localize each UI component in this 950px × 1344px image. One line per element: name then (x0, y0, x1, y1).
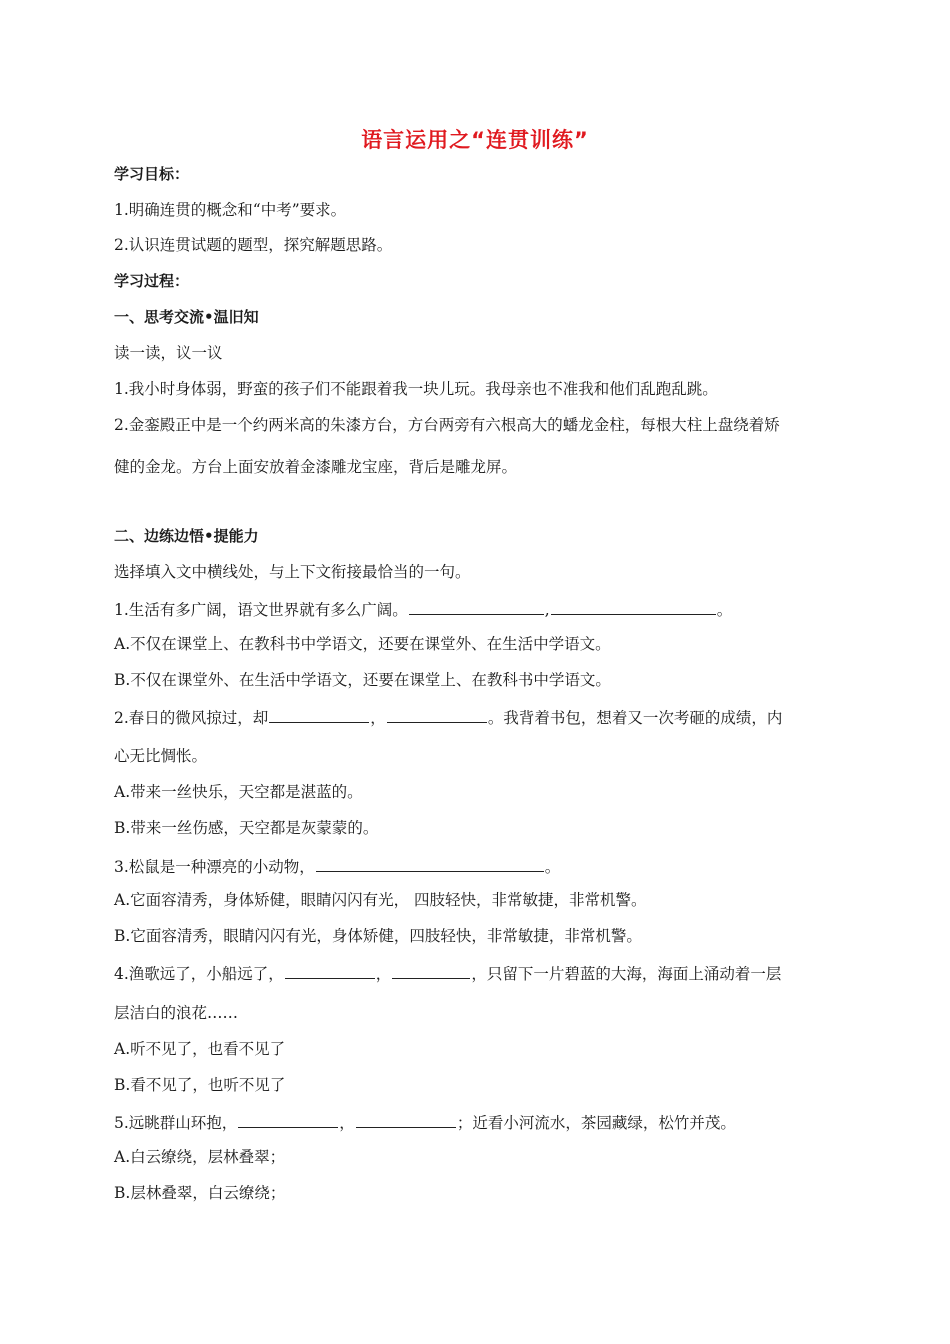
question-1 (114, 598, 850, 620)
question-4-stem: 4.渔歌远了，小船远了， (114, 965, 284, 983)
question-2-tail: 。我背着书包，想着又一次考砸的成绩，内 (487, 709, 783, 727)
question-4-line2: 层洁白的浪花…… (114, 1004, 239, 1022)
question-4 (114, 962, 850, 984)
question-2 (114, 706, 850, 728)
answer-blank[interactable] (392, 962, 470, 979)
question-5-option-b: B.层林叠翠，白云缭绕； (114, 1184, 286, 1202)
process-heading: 学习过程： (114, 272, 190, 290)
section1-item-2-line2: 健的金龙。方台上面安放着金漆雕龙宝座，背后是雕龙屏。 (114, 458, 518, 476)
goal-item-1: 1.明确连贯的概念和“中考”要求。 (114, 201, 347, 219)
question-2-stem: 2.春日的微风掠过，却 (114, 709, 269, 727)
question-4-option-a: A.听不见了，也看不见了 (114, 1040, 286, 1058)
answer-blank[interactable] (285, 962, 375, 979)
question-1-option-a: A.不仅在课堂上、在教科书中学语文，还要在课堂外、在生活中学语文。 (114, 635, 611, 653)
answer-blank[interactable] (409, 598, 544, 615)
goal-item-2: 2.认识连贯试题的题型，探究解题思路。 (114, 236, 393, 254)
question-3-stem: 3.松鼠是一种漂亮的小动物， (114, 858, 315, 876)
answer-blank[interactable] (551, 598, 716, 615)
question-1-option-b: B.不仅在课堂外、在生活中学语文，还要在课堂上、在教科书中学语文。 (114, 671, 611, 689)
blank-separator: ， (370, 709, 386, 727)
question-4-tail: ，只留下一片碧蓝的大海，海面上涌动着一层 (471, 965, 782, 983)
question-5-option-a: A.白云缭绕，层林叠翠； (114, 1148, 286, 1166)
question-2-option-b: B.带来一丝伤感，天空都是灰蒙蒙的。 (114, 819, 379, 837)
section1-item-1: 1.我小时身体弱，野蛮的孩子们不能跟着我一块儿玩。我母亲也不准我和他们乱跑乱跳。 (114, 380, 718, 398)
question-3-option-a: A.它面容清秀，身体矫健，眼睛闪闪有光， 四肢轻快，非常敏捷，非常机警。 (114, 891, 647, 909)
page-title: 语言运用之“连贯训练” (361, 128, 589, 152)
section2-heading: 二、边练边悟•提能力 (114, 527, 259, 545)
blank-separator: ， (375, 965, 392, 983)
section1-item-2-line1: 2.金銮殿正中是一个约两米高的朱漆方台，方台两旁有六根高大的蟠龙金柱，每根大柱上盘绕着矫 (114, 416, 780, 434)
question-3 (114, 855, 850, 877)
goals-heading: 学习目标： (114, 165, 190, 183)
answer-blank[interactable] (356, 1111, 456, 1128)
question-4-option-b: B.看不见了，也听不见了 (114, 1076, 286, 1094)
question-1-end: 。 (716, 601, 733, 619)
section2-instruction: 选择填入文中横线处，与上下文衔接最恰当的一句。 (114, 563, 471, 581)
section1-heading: 一、思考交流•温旧知 (114, 308, 259, 326)
question-5-stem: 5.远眺群山环抱， (114, 1114, 238, 1132)
section1-intro: 读一读，议一议 (114, 344, 223, 362)
answer-blank[interactable] (238, 1111, 338, 1128)
answer-blank[interactable] (387, 706, 487, 723)
blank-separator: ， (339, 1114, 355, 1132)
answer-blank[interactable] (269, 706, 369, 723)
question-1-stem: 1.生活有多广阔，语文世界就有多么广阔。 (114, 601, 408, 619)
question-5 (114, 1111, 850, 1133)
answer-blank[interactable] (316, 855, 544, 872)
question-2-line2: 心无比惆怅。 (114, 747, 208, 765)
question-5-tail: ；近看小河流水，茶园藏绿，松竹并茂。 (456, 1114, 736, 1132)
question-3-end: 。 (544, 858, 561, 876)
blank-separator: , (544, 601, 550, 619)
question-3-option-b: B.它面容清秀，眼睛闪闪有光，身体矫健，四肢轻快，非常敏捷，非常机警。 (114, 927, 642, 945)
question-2-option-a: A.带来一丝快乐，天空都是湛蓝的。 (114, 783, 363, 801)
